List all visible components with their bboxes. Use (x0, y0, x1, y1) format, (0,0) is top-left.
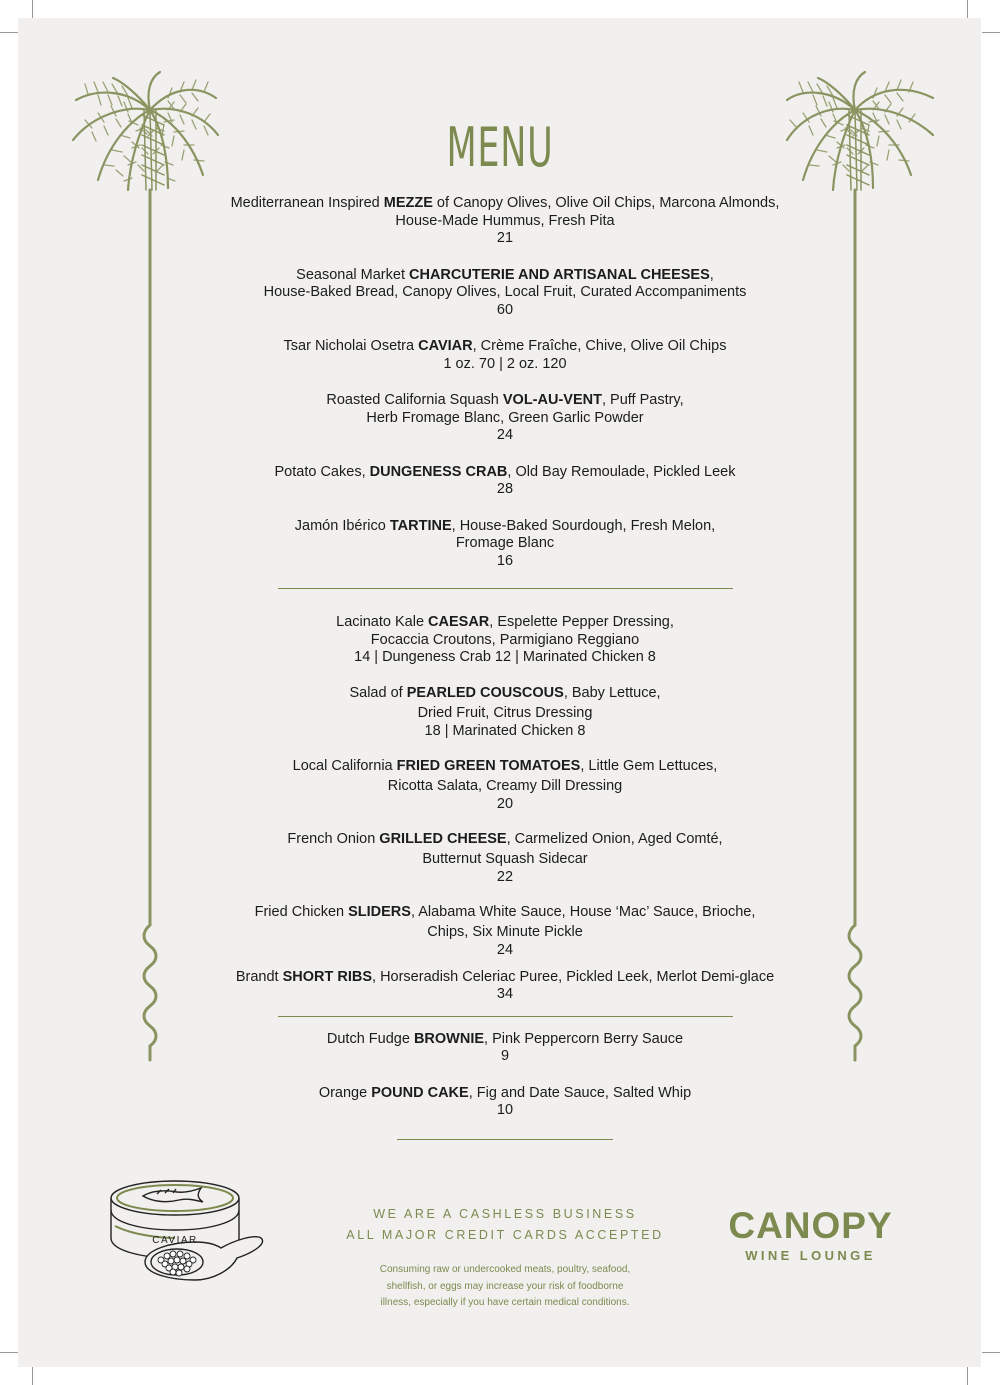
item-name: CAESAR (428, 614, 490, 630)
item-text: , Puff Pastry, (601, 392, 684, 408)
item-text: Seasonal Market (296, 266, 410, 283)
item-desc (190, 338, 820, 356)
section-divider (397, 1139, 613, 1140)
item-desc (190, 902, 820, 922)
item-price: 16 (496, 552, 514, 569)
item-price: 28 (496, 481, 514, 497)
item-price: 18 | Marinated Chicken 8 (424, 722, 586, 739)
item-price: 24 (496, 427, 514, 443)
item-name: DUNGENESS CRAB (369, 463, 508, 480)
menu-item (190, 392, 820, 445)
item-text: French Onion (287, 830, 380, 847)
item-text: Local California (292, 757, 397, 774)
brand-logo (718, 1206, 903, 1263)
item-text: , Baby Lettuce, (563, 684, 661, 701)
item-price: 10 (496, 1102, 514, 1118)
payment-line: ALL MAJOR CREDIT CARDS ACCEPTED (346, 1228, 664, 1242)
item-name: TARTINE (389, 517, 452, 534)
page-title: MENU (446, 116, 554, 179)
item-text: Lacinato Kale (336, 614, 429, 630)
item-text: Dutch Fudge (326, 1030, 414, 1047)
item-price: 34 (496, 986, 514, 1002)
item-text: , Little Gem Lettuces, (580, 757, 718, 774)
menu-item (190, 195, 820, 248)
item-desc (190, 195, 820, 213)
menu-item (190, 1031, 820, 1066)
item-name: MEZZE (383, 195, 433, 211)
menu-item (190, 518, 820, 571)
item-name: VOL-AU-VENT (502, 392, 602, 408)
brand-subtitle: WINE LOUNGE (745, 1248, 876, 1263)
item-desc-line2: Ricotta Salata, Creamy Dill Dressing (387, 777, 623, 794)
disclaimer-line: shellfish, or eggs may increase your risk of foodborne (386, 1280, 624, 1292)
item-desc (190, 614, 820, 632)
item-text: Potato Cakes, (274, 463, 370, 480)
item-desc-line2: Butternut Squash Sidecar (422, 850, 588, 867)
item-desc (190, 464, 820, 482)
item-name: CHARCUTERIE AND ARTISANAL CHEESES (409, 266, 710, 283)
item-name: BROWNIE (413, 1030, 485, 1047)
crop-mark (32, 1367, 33, 1385)
item-price: 1 oz. 70 | 2 oz. 120 (443, 355, 567, 372)
menu-item (190, 1085, 820, 1120)
crop-mark (0, 1352, 18, 1353)
item-desc (190, 518, 820, 536)
item-desc (190, 267, 820, 285)
item-desc-line2: House-Baked Bread, Canopy Olives, Local Fruit, Curated Accompaniments (263, 284, 747, 300)
item-text: Jamón Ibérico (294, 517, 390, 534)
item-desc-line2: House-Made Hummus, Fresh Pita (395, 212, 615, 229)
item-price: 21 (496, 230, 514, 246)
item-text: Brandt (235, 968, 283, 985)
menu-list (190, 195, 820, 1140)
item-text: , Fig and Date Sauce, Salted Whip (468, 1084, 692, 1101)
item-text: of Canopy Olives, Olive Oil Chips, Marcona Almonds, (432, 195, 780, 211)
item-price: 24 (496, 941, 514, 958)
item-text: , Crème Fraîche, Chive, Olive Oil Chips (472, 338, 727, 354)
item-price: 60 (496, 301, 514, 318)
menu-item (190, 756, 820, 813)
menu-item (190, 683, 820, 740)
menu-item (190, 902, 820, 959)
item-name: GRILLED CHEESE (379, 830, 507, 847)
item-desc (190, 829, 820, 849)
health-disclaimer (320, 1262, 690, 1312)
crop-mark (967, 1367, 968, 1385)
item-price: 20 (496, 795, 514, 812)
menu-item (190, 338, 820, 373)
menu-item (190, 267, 820, 320)
disclaimer-line: illness, especially if you have certain medical conditions. (380, 1297, 630, 1308)
item-text: , Carmelized Onion, Aged Comté, (506, 830, 723, 847)
item-text: , Old Bay Remoulade, Pickled Leek (507, 463, 736, 480)
brand-name: CANOPY (728, 1205, 893, 1246)
menu-item (190, 464, 820, 499)
caviar-label: CAVIAR (152, 1235, 198, 1246)
item-name: FRIED GREEN TOMATOES (396, 757, 581, 774)
crop-mark (32, 0, 33, 18)
caviar-tin-icon (105, 1176, 270, 1288)
item-desc-line2: Fromage Blanc (455, 535, 555, 551)
item-desc (190, 756, 820, 776)
crop-mark (982, 32, 1000, 33)
item-text: Tsar Nicholai Osetra (283, 338, 419, 354)
menu-item (190, 614, 820, 667)
item-text: Salad of (349, 684, 407, 701)
item-desc-line2: Herb Fromage Blanc, Green Garlic Powder (366, 409, 644, 426)
item-text: Roasted California Squash (326, 392, 503, 408)
item-desc (190, 1031, 820, 1049)
item-desc (190, 969, 820, 987)
item-price: 9 (500, 1048, 510, 1064)
item-desc-line2: Dried Fruit, Citrus Dressing (417, 704, 593, 721)
menu-item (190, 829, 820, 886)
item-name: PEARLED COUSCOUS (406, 684, 564, 701)
item-price: 22 (496, 868, 514, 885)
item-desc (190, 683, 820, 703)
item-desc-line2: Focaccia Croutons, Parmigiano Reggiano (370, 631, 640, 648)
crop-mark (0, 32, 18, 33)
payment-line: WE ARE A CASHLESS BUSINESS (373, 1207, 637, 1221)
item-text: , Espelette Pepper Dressing, (489, 614, 674, 630)
disclaimer-line: Consuming raw or undercooked meats, poultry, seafood, (379, 1264, 631, 1275)
crop-mark (967, 0, 968, 18)
item-name: CAVIAR (418, 338, 473, 354)
item-desc (190, 1085, 820, 1103)
item-text: , Pink Peppercorn Berry Sauce (484, 1030, 684, 1047)
item-price: 14 | Dungeness Crab 12 | Marinated Chicken 8 (354, 649, 656, 665)
item-desc-line2: Chips, Six Minute Pickle (427, 923, 583, 940)
menu-item (190, 969, 820, 1004)
item-name: SHORT RIBS (282, 968, 373, 985)
item-text: , House-Baked Sourdough, Fresh Melon, (451, 517, 716, 534)
item-text: Fried Chicken (254, 903, 349, 920)
item-name: POUND CAKE (371, 1084, 469, 1101)
item-text: Mediterranean Inspired (230, 195, 384, 211)
item-text: , Horseradish Celeriac Puree, Pickled Leek, Merlot Demi-glace (372, 968, 775, 985)
payment-notice (300, 1204, 710, 1246)
item-text: , Alabama White Sauce, House ‘Mac’ Sauce, Brioche, (410, 903, 756, 920)
crop-mark (982, 1352, 1000, 1353)
item-text: , (709, 266, 714, 283)
item-text: Orange (318, 1084, 372, 1101)
item-desc (190, 392, 820, 410)
item-name: SLIDERS (348, 903, 411, 920)
